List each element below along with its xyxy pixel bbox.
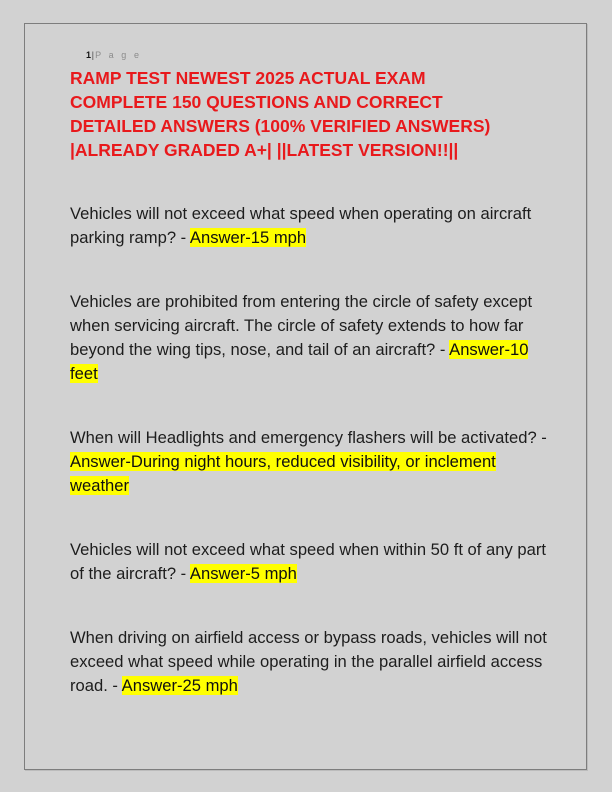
question-text: Vehicles will not exceed what speed when operating on aircraft parking ramp? - (70, 204, 532, 247)
page-header-label: P a g e (95, 50, 142, 60)
question-text: Vehicles are prohibited from entering the circle of safety except when servicing aircraft. The circle of safety extends to how far beyond the wing tips, nose, and tail of an aircraft? - (70, 292, 533, 359)
answer-highlight: Answer-25 mph (121, 676, 238, 695)
qa-block (70, 426, 548, 498)
question-text: When driving on airfield access or bypass roads, vehicles will not exceed what speed while operating in the parallel airfield access road. - (70, 628, 547, 695)
qa-block (70, 538, 548, 586)
qa-block (70, 290, 548, 386)
document-content (70, 66, 550, 698)
page-number: 1 (86, 50, 92, 60)
answer-highlight: Answer-During night hours, reduced visibility, or inclement weather (70, 452, 496, 495)
question-text: When will Headlights and emergency flashers will be activated? - (70, 428, 547, 447)
answer-highlight: Answer-10 feet (70, 340, 529, 383)
title-line-4: |ALREADY GRADED A+| ||LATEST VERSION!!|| (70, 140, 459, 160)
answer-highlight: Answer-15 mph (189, 228, 307, 247)
question-text: Vehicles will not exceed what speed when within 50 ft of any part of the aircraft? - (70, 540, 546, 583)
title-line-3: DETAILED ANSWERS (100% VERIFIED ANSWERS) (70, 116, 491, 136)
qa-block (70, 626, 548, 698)
title-line-2: COMPLETE 150 QUESTIONS AND CORRECT (70, 92, 443, 112)
page-header-separator: | (91, 50, 96, 60)
title-line-1: RAMP TEST NEWEST 2025 ACTUAL EXAM (70, 68, 426, 88)
question-answer-list (70, 202, 550, 698)
qa-block (70, 202, 548, 250)
answer-highlight: Answer-5 mph (189, 564, 297, 583)
document-page-sheet (24, 23, 587, 770)
document-title (70, 66, 520, 162)
